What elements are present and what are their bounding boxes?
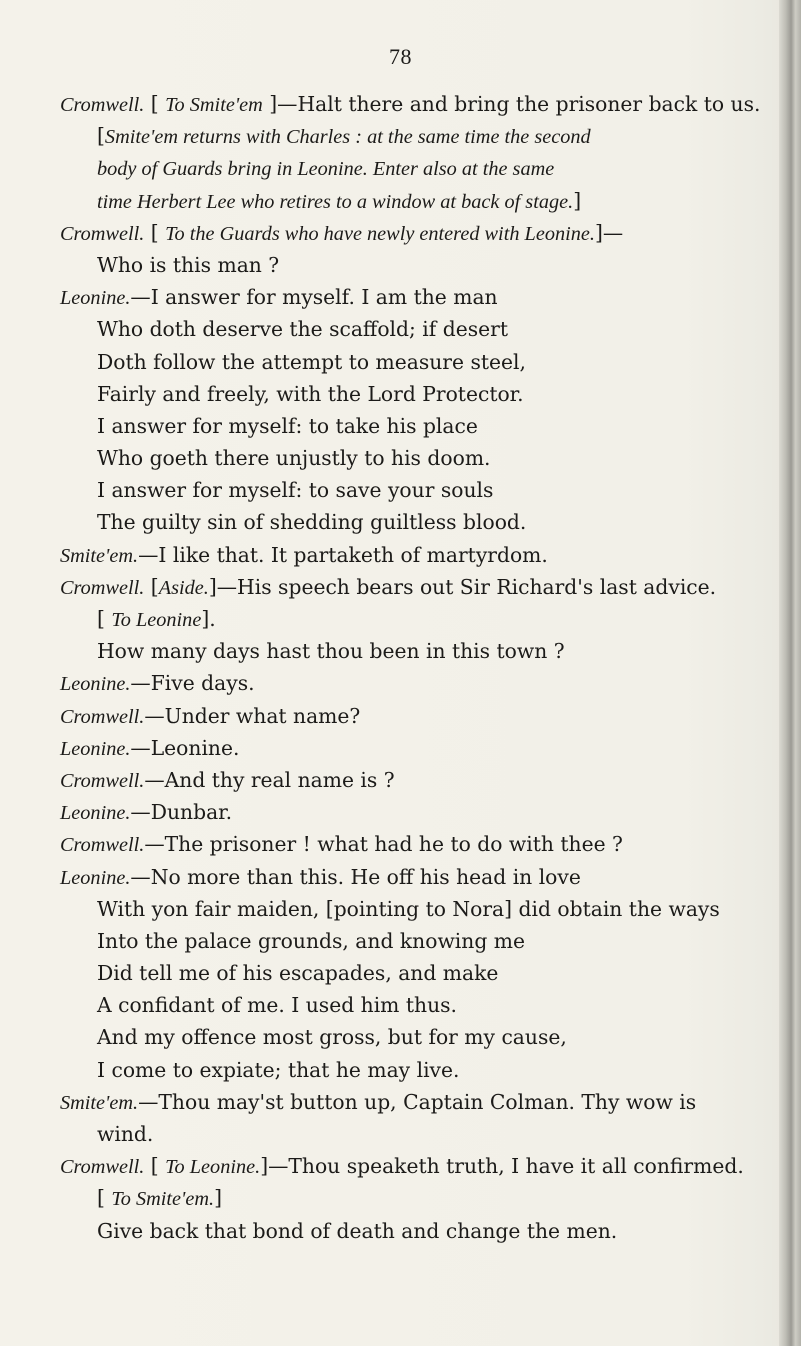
- dialogue-text: Did tell me of his escapades, and make: [97, 961, 499, 986]
- text-line: [60, 893, 750, 925]
- speaker-name: Cromwell.: [60, 94, 145, 116]
- text-line: [60, 1021, 750, 1053]
- dialogue-text: And my offence most gross, but for my cause,: [97, 1025, 567, 1050]
- text-line: [60, 1054, 750, 1086]
- dialogue-text: I answer for myself: to save your souls: [97, 478, 494, 503]
- text-line: [60, 378, 750, 410]
- dialogue-text: —Five days.: [130, 671, 255, 696]
- text-line: [60, 571, 750, 603]
- stage-direction: time Herbert Lee who retires to a window at back of stage.: [97, 190, 574, 213]
- bracket: [: [144, 1154, 166, 1179]
- speaker-name: Smite'em.: [60, 544, 139, 567]
- text-line: [60, 1150, 750, 1182]
- dialogue-text: ]—: [594, 220, 624, 245]
- speaker-name: Cromwell.: [60, 576, 145, 599]
- speaker-name: Cromwell.: [60, 1156, 145, 1179]
- speaker-name: Leonine.: [60, 802, 131, 825]
- text-line: [60, 1215, 750, 1247]
- speaker-name: Leonine.: [60, 737, 131, 760]
- bracket: [: [144, 92, 166, 116]
- dialogue-text: ]—His speech bears out Sir Richard's last advice.: [208, 574, 717, 599]
- text-line: [60, 603, 750, 635]
- speaker-name: Cromwell.: [60, 222, 145, 245]
- play-text: [60, 88, 761, 1247]
- dialogue-text: ].: [201, 607, 216, 631]
- bracket: [: [97, 1186, 112, 1211]
- bracket: [: [144, 220, 166, 245]
- text-line: [60, 185, 750, 217]
- dialogue-text: ]: [214, 1186, 223, 1211]
- speaker-name: Leonine.: [60, 287, 131, 310]
- text-line: [60, 828, 750, 860]
- text-line: [60, 764, 750, 796]
- dialogue-text: ]—Halt there and bring the prisoner back to us.: [262, 92, 761, 116]
- text-line: [60, 925, 750, 957]
- text-line: [60, 539, 750, 571]
- dialogue-text: —I answer for myself. I am the man: [130, 285, 498, 310]
- page-edge-shadow: [779, 0, 801, 1346]
- page-number: 78: [389, 44, 412, 69]
- text-line: [60, 957, 750, 989]
- text-line: [60, 700, 750, 732]
- dialogue-text: Doth follow the attempt to measure steel,: [97, 349, 526, 374]
- dialogue-text: —I like that. It partaketh of martyrdom.: [138, 542, 548, 567]
- text-line: [60, 1118, 750, 1150]
- dialogue-text: Fairly and freely, with the Lord Protector.: [97, 381, 524, 406]
- dialogue-text: Who doth deserve the scaffold; if desert: [97, 317, 508, 342]
- dialogue-text: —Leonine.: [130, 735, 240, 760]
- text-line: [60, 796, 750, 828]
- text-line: [60, 152, 750, 184]
- text-line: [60, 732, 750, 764]
- stage-direction: To Smite'em.: [111, 1188, 215, 1211]
- text-line: [60, 442, 750, 474]
- dialogue-text: wind.: [97, 1122, 154, 1146]
- dialogue-text: I answer for myself: to take his place: [97, 413, 478, 438]
- dialogue-text: ]—Thou speaketh truth, I have it all confirmed.: [260, 1154, 744, 1179]
- text-line: [60, 989, 750, 1021]
- text-line: [60, 1086, 750, 1118]
- speaker-name: Leonine.: [60, 866, 131, 889]
- dialogue-text: —No more than this. He off his head in love: [130, 864, 581, 889]
- text-line: [60, 474, 750, 506]
- text-line: [60, 635, 750, 667]
- text-line: [60, 861, 750, 893]
- dialogue-text: —And thy real name is ?: [144, 767, 395, 792]
- speaker-name: Leonine.: [60, 673, 131, 696]
- dialogue-text: Into the palace grounds, and knowing me: [97, 928, 526, 953]
- text-line: [60, 313, 750, 345]
- text-line: [60, 281, 750, 313]
- text-line: [60, 217, 750, 249]
- stage-direction: Aside.: [158, 576, 209, 599]
- dialogue-text: —Dunbar.: [130, 800, 233, 825]
- dialogue-text: Who goeth there unjustly to his doom.: [97, 446, 491, 471]
- bracket: [: [144, 574, 159, 599]
- text-line: [60, 506, 750, 538]
- speaker-name: Smite'em.: [60, 1091, 139, 1114]
- stage-direction: To Leonine.: [165, 1156, 261, 1179]
- text-line: [60, 88, 761, 120]
- dialogue-text: A confidant of me. I used him thus.: [97, 993, 457, 1018]
- stage-direction: To Leonine: [111, 609, 202, 631]
- text-line: [60, 667, 750, 699]
- text-line: [60, 346, 750, 378]
- stage-direction: Smite'em returns with Charles : at the same time the second: [104, 126, 591, 149]
- stage-direction: body of Guards bring in Leonine. Enter also at the same: [97, 158, 555, 181]
- dialogue-text: ]: [573, 188, 582, 213]
- dialogue-text: I come to expiate; that he may live.: [97, 1057, 460, 1082]
- dialogue-text: —Thou may'st button up, Captain Colman. Thy wow is: [138, 1089, 697, 1114]
- dialogue-text: How many days hast thou been in this town ?: [97, 639, 565, 664]
- dialogue-text: The guilty sin of shedding guiltless blood.: [97, 510, 527, 535]
- stage-direction: To the Guards who have newly entered with Leonine.: [165, 222, 595, 245]
- dialogue-text: Give back that bond of death and change the men.: [97, 1218, 618, 1243]
- dialogue-text: —The prisoner ! what had he to do with thee ?: [144, 832, 623, 857]
- speaker-name: Cromwell.: [60, 705, 145, 728]
- dialogue-text: Who is this man ?: [97, 252, 280, 277]
- text-line: [60, 120, 750, 152]
- stage-direction: To Smite'em: [165, 94, 263, 116]
- bracket: [: [97, 607, 112, 631]
- text-line: [60, 1182, 750, 1214]
- text-line: [60, 249, 750, 281]
- speaker-name: Cromwell.: [60, 769, 145, 792]
- dialogue-text: With yon fair maiden, [pointing to Nora] did obtain the ways: [97, 896, 720, 921]
- speaker-name: Cromwell.: [60, 834, 145, 857]
- text-line: [60, 410, 750, 442]
- bracket: [: [97, 124, 105, 149]
- dialogue-text: —Under what name?: [144, 703, 361, 728]
